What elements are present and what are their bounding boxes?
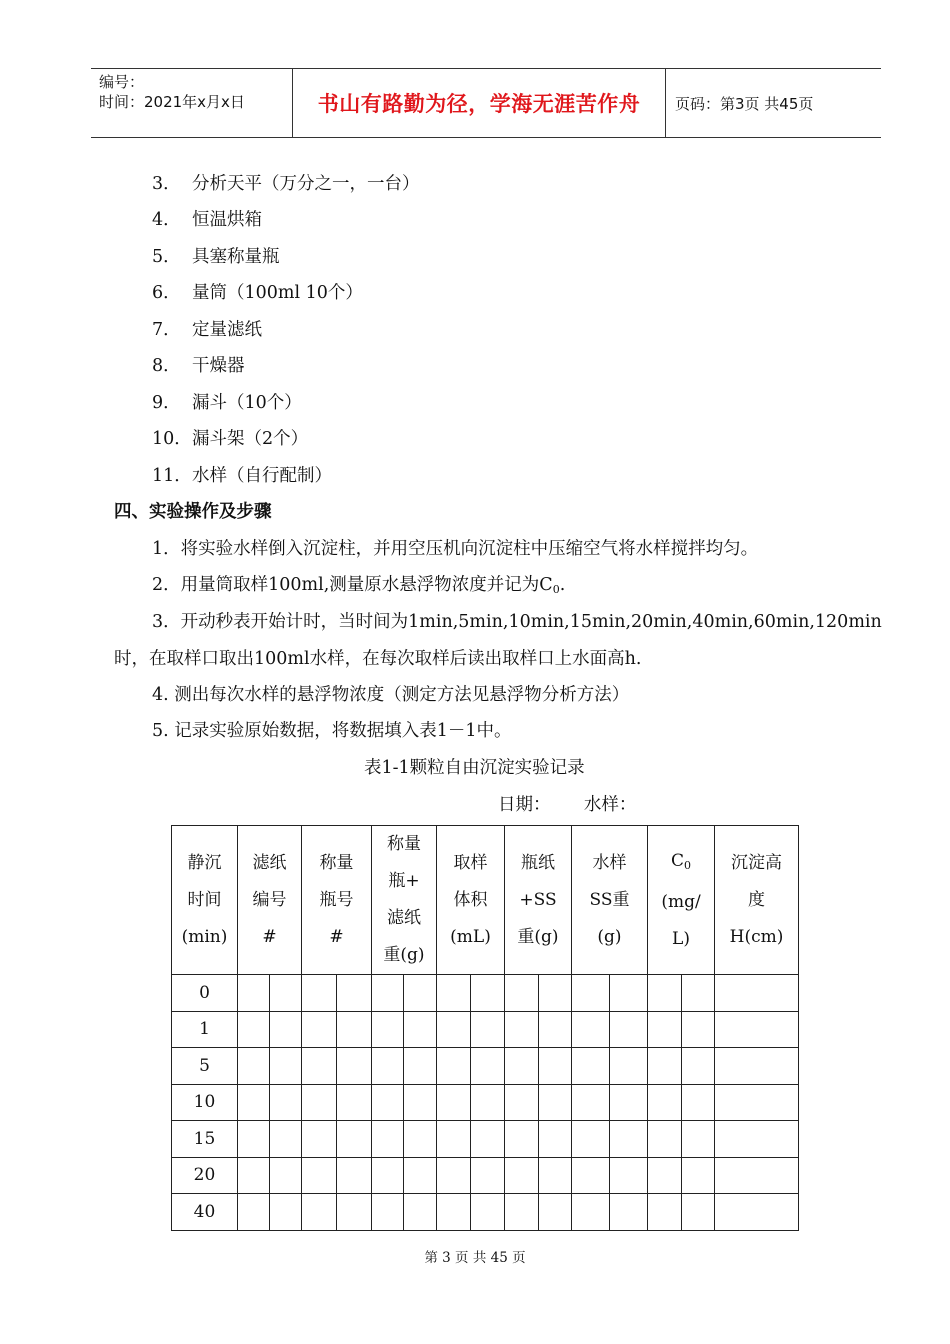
empty-cell <box>302 1011 337 1048</box>
time-cell: 40 <box>172 1194 238 1231</box>
empty-cell <box>715 975 799 1012</box>
step-text: 3．开动秒表开始计时，当时间为1min,5min,10min,15min,20min,40min,60min,120min <box>152 612 882 632</box>
empty-cell <box>471 1048 505 1085</box>
empty-cell <box>238 1011 270 1048</box>
empty-cell <box>437 1084 471 1121</box>
empty-cell <box>372 1011 404 1048</box>
empty-cell <box>302 1157 337 1194</box>
header-meta <box>91 69 291 137</box>
empty-cell <box>539 1121 572 1158</box>
empty-cell <box>270 1011 302 1048</box>
empty-cell <box>372 1157 404 1194</box>
table-row <box>172 1011 799 1048</box>
header-cell: 滤纸 编号 # <box>238 826 302 975</box>
empty-cell <box>648 1084 682 1121</box>
empty-cell <box>238 975 270 1012</box>
empty-cell <box>471 1011 505 1048</box>
equipment-item: 4． 恒温烘箱 <box>152 210 262 230</box>
empty-cell <box>539 1011 572 1048</box>
empty-cell <box>471 1157 505 1194</box>
empty-cell <box>372 1048 404 1085</box>
header-cell: 水样 SS重 (g) <box>572 826 648 975</box>
empty-cell <box>715 1194 799 1231</box>
empty-cell <box>505 1157 539 1194</box>
empty-cell <box>572 1121 610 1158</box>
time-cell: 20 <box>172 1157 238 1194</box>
empty-cell <box>471 1084 505 1121</box>
equipment-item: 7． 定量滤纸 <box>152 320 262 340</box>
empty-cell <box>270 1194 302 1231</box>
empty-cell <box>610 1121 648 1158</box>
empty-cell <box>302 1121 337 1158</box>
empty-cell <box>648 975 682 1012</box>
empty-cell <box>610 1011 648 1048</box>
empty-cell <box>572 1084 610 1121</box>
empty-cell <box>404 1084 437 1121</box>
empty-cell <box>505 1121 539 1158</box>
document-header <box>91 68 881 138</box>
time-cell: 0 <box>172 975 238 1012</box>
empty-cell <box>505 975 539 1012</box>
empty-cell <box>648 1121 682 1158</box>
empty-cell <box>337 1121 372 1158</box>
empty-cell <box>238 1194 270 1231</box>
empty-cell <box>539 1048 572 1085</box>
empty-cell <box>610 1157 648 1194</box>
empty-cell <box>302 1084 337 1121</box>
empty-cell <box>404 1121 437 1158</box>
empty-cell <box>471 1194 505 1231</box>
empty-cell <box>372 1194 404 1231</box>
empty-cell <box>572 1011 610 1048</box>
empty-cell <box>372 1084 404 1121</box>
empty-cell <box>404 1157 437 1194</box>
empty-cell <box>572 1157 610 1194</box>
step-text: 1．将实验水样倒入沉淀柱，并用空压机向沉淀柱中压缩空气将水样搅拌均匀。 <box>152 539 759 559</box>
table-row <box>172 1084 799 1121</box>
header-cell: 称量 瓶号 # <box>302 826 372 975</box>
empty-cell <box>539 975 572 1012</box>
time-cell: 1 <box>172 1011 238 1048</box>
empty-cell <box>270 975 302 1012</box>
empty-cell <box>682 1157 715 1194</box>
table-row <box>172 1048 799 1085</box>
empty-cell <box>715 1048 799 1085</box>
empty-cell <box>505 1084 539 1121</box>
empty-cell <box>437 1011 471 1048</box>
empty-cell <box>572 1048 610 1085</box>
header-cell: 称量 瓶+ 滤纸 重(g) <box>372 826 437 975</box>
empty-cell <box>648 1157 682 1194</box>
table-meta: 日期： 水样： <box>498 795 637 815</box>
empty-cell <box>682 1084 715 1121</box>
header-divider <box>665 69 666 137</box>
equipment-item: 8． 干燥器 <box>152 356 245 376</box>
empty-cell <box>437 1121 471 1158</box>
empty-cell <box>539 1194 572 1231</box>
empty-cell <box>302 975 337 1012</box>
empty-cell <box>372 975 404 1012</box>
header-page-label: 页码：第3页 共45页 <box>675 95 814 113</box>
empty-cell <box>610 1084 648 1121</box>
empty-cell <box>539 1084 572 1121</box>
header-cell: 取样 体积 (mL) <box>437 826 505 975</box>
table-caption: 表1-1颗粒自由沉淀实验记录 <box>364 758 585 778</box>
equipment-item: 10．漏斗架（2个） <box>152 429 309 449</box>
empty-cell <box>715 1157 799 1194</box>
empty-cell <box>715 1084 799 1121</box>
header-motto: 书山有路勤为径，学海无涯苦作舟 <box>317 92 641 116</box>
header-cell: 瓶纸 +SS 重(g) <box>505 826 572 975</box>
header-cell: 沉淀高 度 H(cm) <box>715 826 799 975</box>
equipment-item: 5． 具塞称量瓶 <box>152 247 280 267</box>
empty-cell <box>404 1194 437 1231</box>
sedimentation-record-table <box>171 825 799 1231</box>
empty-cell <box>715 1121 799 1158</box>
table-row <box>172 1121 799 1158</box>
empty-cell <box>238 1084 270 1121</box>
step-text: 时，在取样口取出100ml水样，在每次取样后读出取样口上水面高h. <box>114 649 642 669</box>
page-footer: 第 3 页 共 45 页 <box>424 1250 526 1266</box>
empty-cell <box>437 1194 471 1231</box>
empty-cell <box>505 1048 539 1085</box>
table-row <box>172 1157 799 1194</box>
empty-cell <box>337 1048 372 1085</box>
section-heading: 四、实验操作及步骤 <box>114 502 272 522</box>
empty-cell <box>505 1194 539 1231</box>
empty-cell <box>610 1194 648 1231</box>
equipment-item: 11．水样（自行配制） <box>152 466 332 486</box>
empty-cell <box>270 1084 302 1121</box>
empty-cell <box>238 1157 270 1194</box>
empty-cell <box>648 1048 682 1085</box>
empty-cell <box>302 1048 337 1085</box>
table-row <box>172 1194 799 1231</box>
empty-cell <box>682 975 715 1012</box>
empty-cell <box>682 1194 715 1231</box>
empty-cell <box>539 1157 572 1194</box>
empty-cell <box>404 975 437 1012</box>
empty-cell <box>437 975 471 1012</box>
equipment-item: 6． 量筒（100ml 10个） <box>152 283 363 303</box>
empty-cell <box>648 1194 682 1231</box>
empty-cell <box>404 1048 437 1085</box>
header-cell: $C_0$ (mg/ L) <box>648 826 715 975</box>
step-text: 2．用量筒取样100ml,测量原水悬浮物浓度并记为$C_0$. <box>152 575 566 596</box>
empty-cell <box>302 1194 337 1231</box>
empty-cell <box>337 1011 372 1048</box>
empty-cell <box>337 1194 372 1231</box>
empty-cell <box>437 1048 471 1085</box>
empty-cell <box>337 975 372 1012</box>
empty-cell <box>682 1011 715 1048</box>
empty-cell <box>572 975 610 1012</box>
empty-cell <box>682 1048 715 1085</box>
empty-cell <box>437 1157 471 1194</box>
table-body <box>172 975 799 1231</box>
table-row <box>172 975 799 1012</box>
empty-cell <box>404 1011 437 1048</box>
empty-cell <box>238 1121 270 1158</box>
header-cell: 静沉 时间 (min) <box>172 826 238 975</box>
empty-cell <box>337 1157 372 1194</box>
empty-cell <box>270 1121 302 1158</box>
empty-cell <box>270 1157 302 1194</box>
empty-cell <box>471 1121 505 1158</box>
step-text: 4. 测出每次水样的悬浮物浓度（测定方法见悬浮物分析方法） <box>152 685 630 705</box>
time-cell: 5 <box>172 1048 238 1085</box>
empty-cell <box>682 1121 715 1158</box>
empty-cell <box>337 1084 372 1121</box>
empty-cell <box>270 1048 302 1085</box>
time-cell: 15 <box>172 1121 238 1158</box>
empty-cell <box>648 1011 682 1048</box>
empty-cell <box>505 1011 539 1048</box>
empty-cell <box>610 975 648 1012</box>
equipment-item: 3． 分析天平（万分之一，一台） <box>152 174 420 194</box>
time-cell: 10 <box>172 1084 238 1121</box>
empty-cell <box>471 975 505 1012</box>
table-header-row <box>172 826 799 975</box>
serial-label: 编号： <box>99 73 145 91</box>
empty-cell <box>238 1048 270 1085</box>
empty-cell <box>572 1194 610 1231</box>
empty-cell <box>715 1011 799 1048</box>
step-text: 5. 记录实验原始数据，将数据填入表1－1中。 <box>152 721 512 741</box>
empty-cell <box>610 1048 648 1085</box>
equipment-item: 9． 漏斗（10个） <box>152 393 302 413</box>
empty-cell <box>372 1121 404 1158</box>
time-label: 时间：2021年x月x日 <box>99 93 245 111</box>
